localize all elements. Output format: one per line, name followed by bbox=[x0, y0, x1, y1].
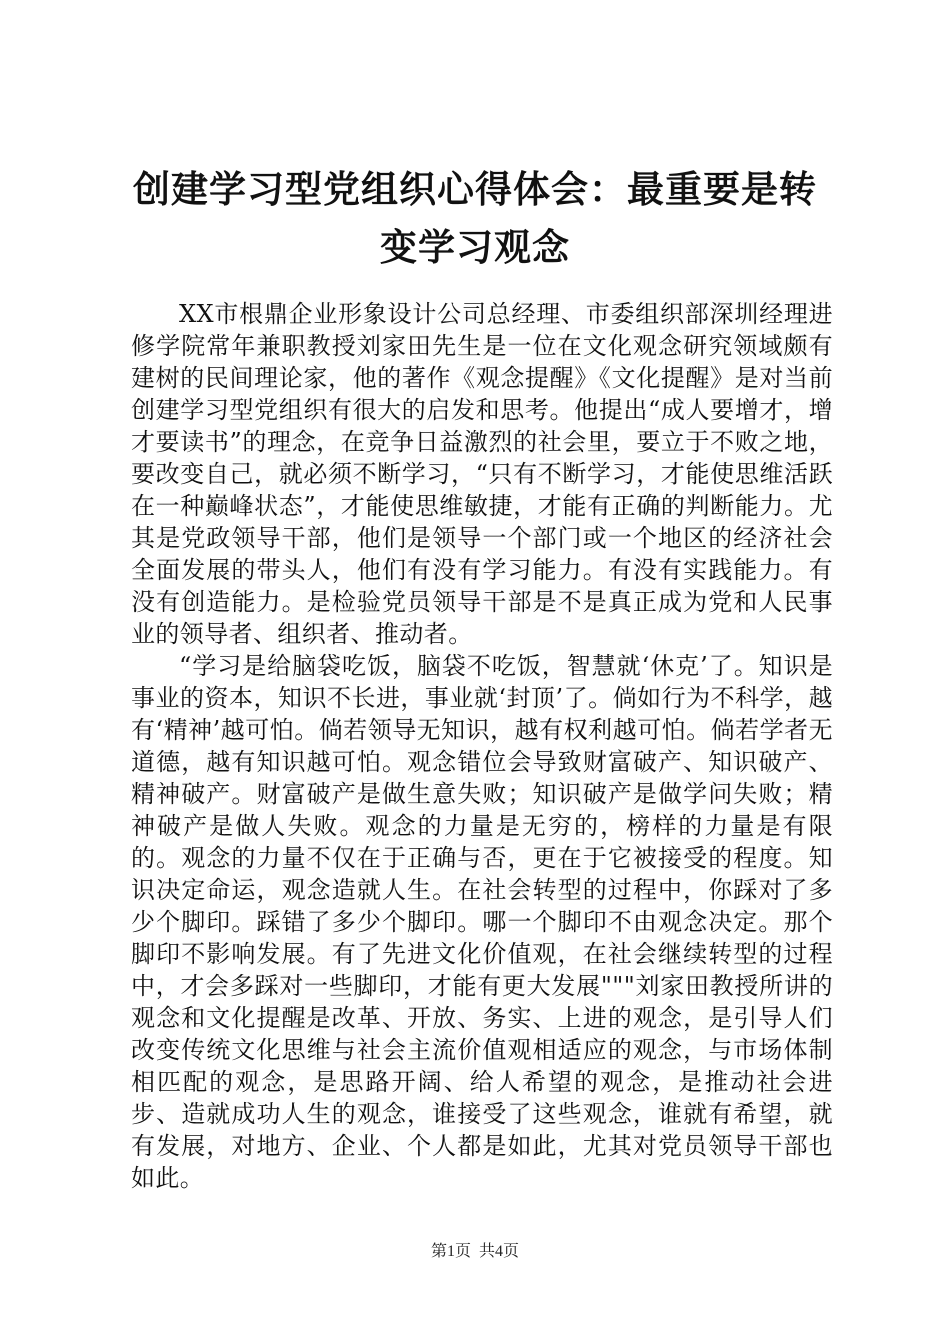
page-number: 第1页 共4页 bbox=[430, 1243, 519, 1260]
document-body bbox=[131, 298, 833, 1194]
paragraph-2: “学习是给脑袋吃饭，脑袋不吃饭，智慧就‘休克’了。知识是事业的资本，知识不长进，事业就‘封顶’了。倘如行为不科学，越有‘精神’越可怕。倘若领导无知识，越有权利越可怕。倘若学者无道德，越有知识越可怕。观念错位会导致财富破产、知识破产、精神破产。财富破产是做生意失败；知识破产是做学问失败；精神破产是做人失败。观念的力量是无穷的，榜样的力量是有限的。观念的力量不仅在于正确与否，更在于它被接受的程度。知识决定命运，观念造就人生。在社会转型的过程中，你踩对了多少个脚印。踩错了多少个脚印。哪一个脚印不由观念决定。那个脚印不影响发展。有了先进文化价值观，在社会继续转型的过程中，才会多踩对一些脚印，才能有更大发展"""刘家田教授所讲的观念和文化提醒是改革、开放、务实、上进的观念，是引导人们改变传统文化思维与社会主流价值观相适应的观念，与市场体制相匹配的观念，是思路开阔、给人希望的观念，是推动社会进步、造就成功人生的观念，谁接受了这些观念，谁就有希望，就有发展，对地方、企业、个人都是如此，尤其对党员领导干部也如此。 bbox=[131, 652, 833, 1192]
paragraph-1: XX市根鼎企业形象设计公司总经理、市委组织部深圳经理进修学院常年兼职教授刘家田先生是一位在文化观念研究领域颇有建树的民间理论家，他的著作《观念提醒》《文化提醒》是对当前创建学习型党组织有很大的启发和思考。他提出“成人要增才，增才要读书”的理念，在竞争日益激烈的社会里，要立于不败之地，要改变自己，就必须不断学习，“只有不断学习，才能使思维活跃在一种巅峰状态”，才能使思维敏捷，才能有正确的判断能力。尤其是党政领导干部，他们是领导一个部门或一个地区的经济社会全面发展的带头人，他们有没有学习能力。有没有实践能力。有没有创造能力。是检验党员领导干部是不是真正成为党和人民事业的领导者、组织者、推动者。 bbox=[131, 300, 833, 648]
document-title: 创建学习型党组织心得体会：最重要是转变学习观念 bbox=[133, 167, 817, 269]
page-footer bbox=[0, 1242, 950, 1262]
